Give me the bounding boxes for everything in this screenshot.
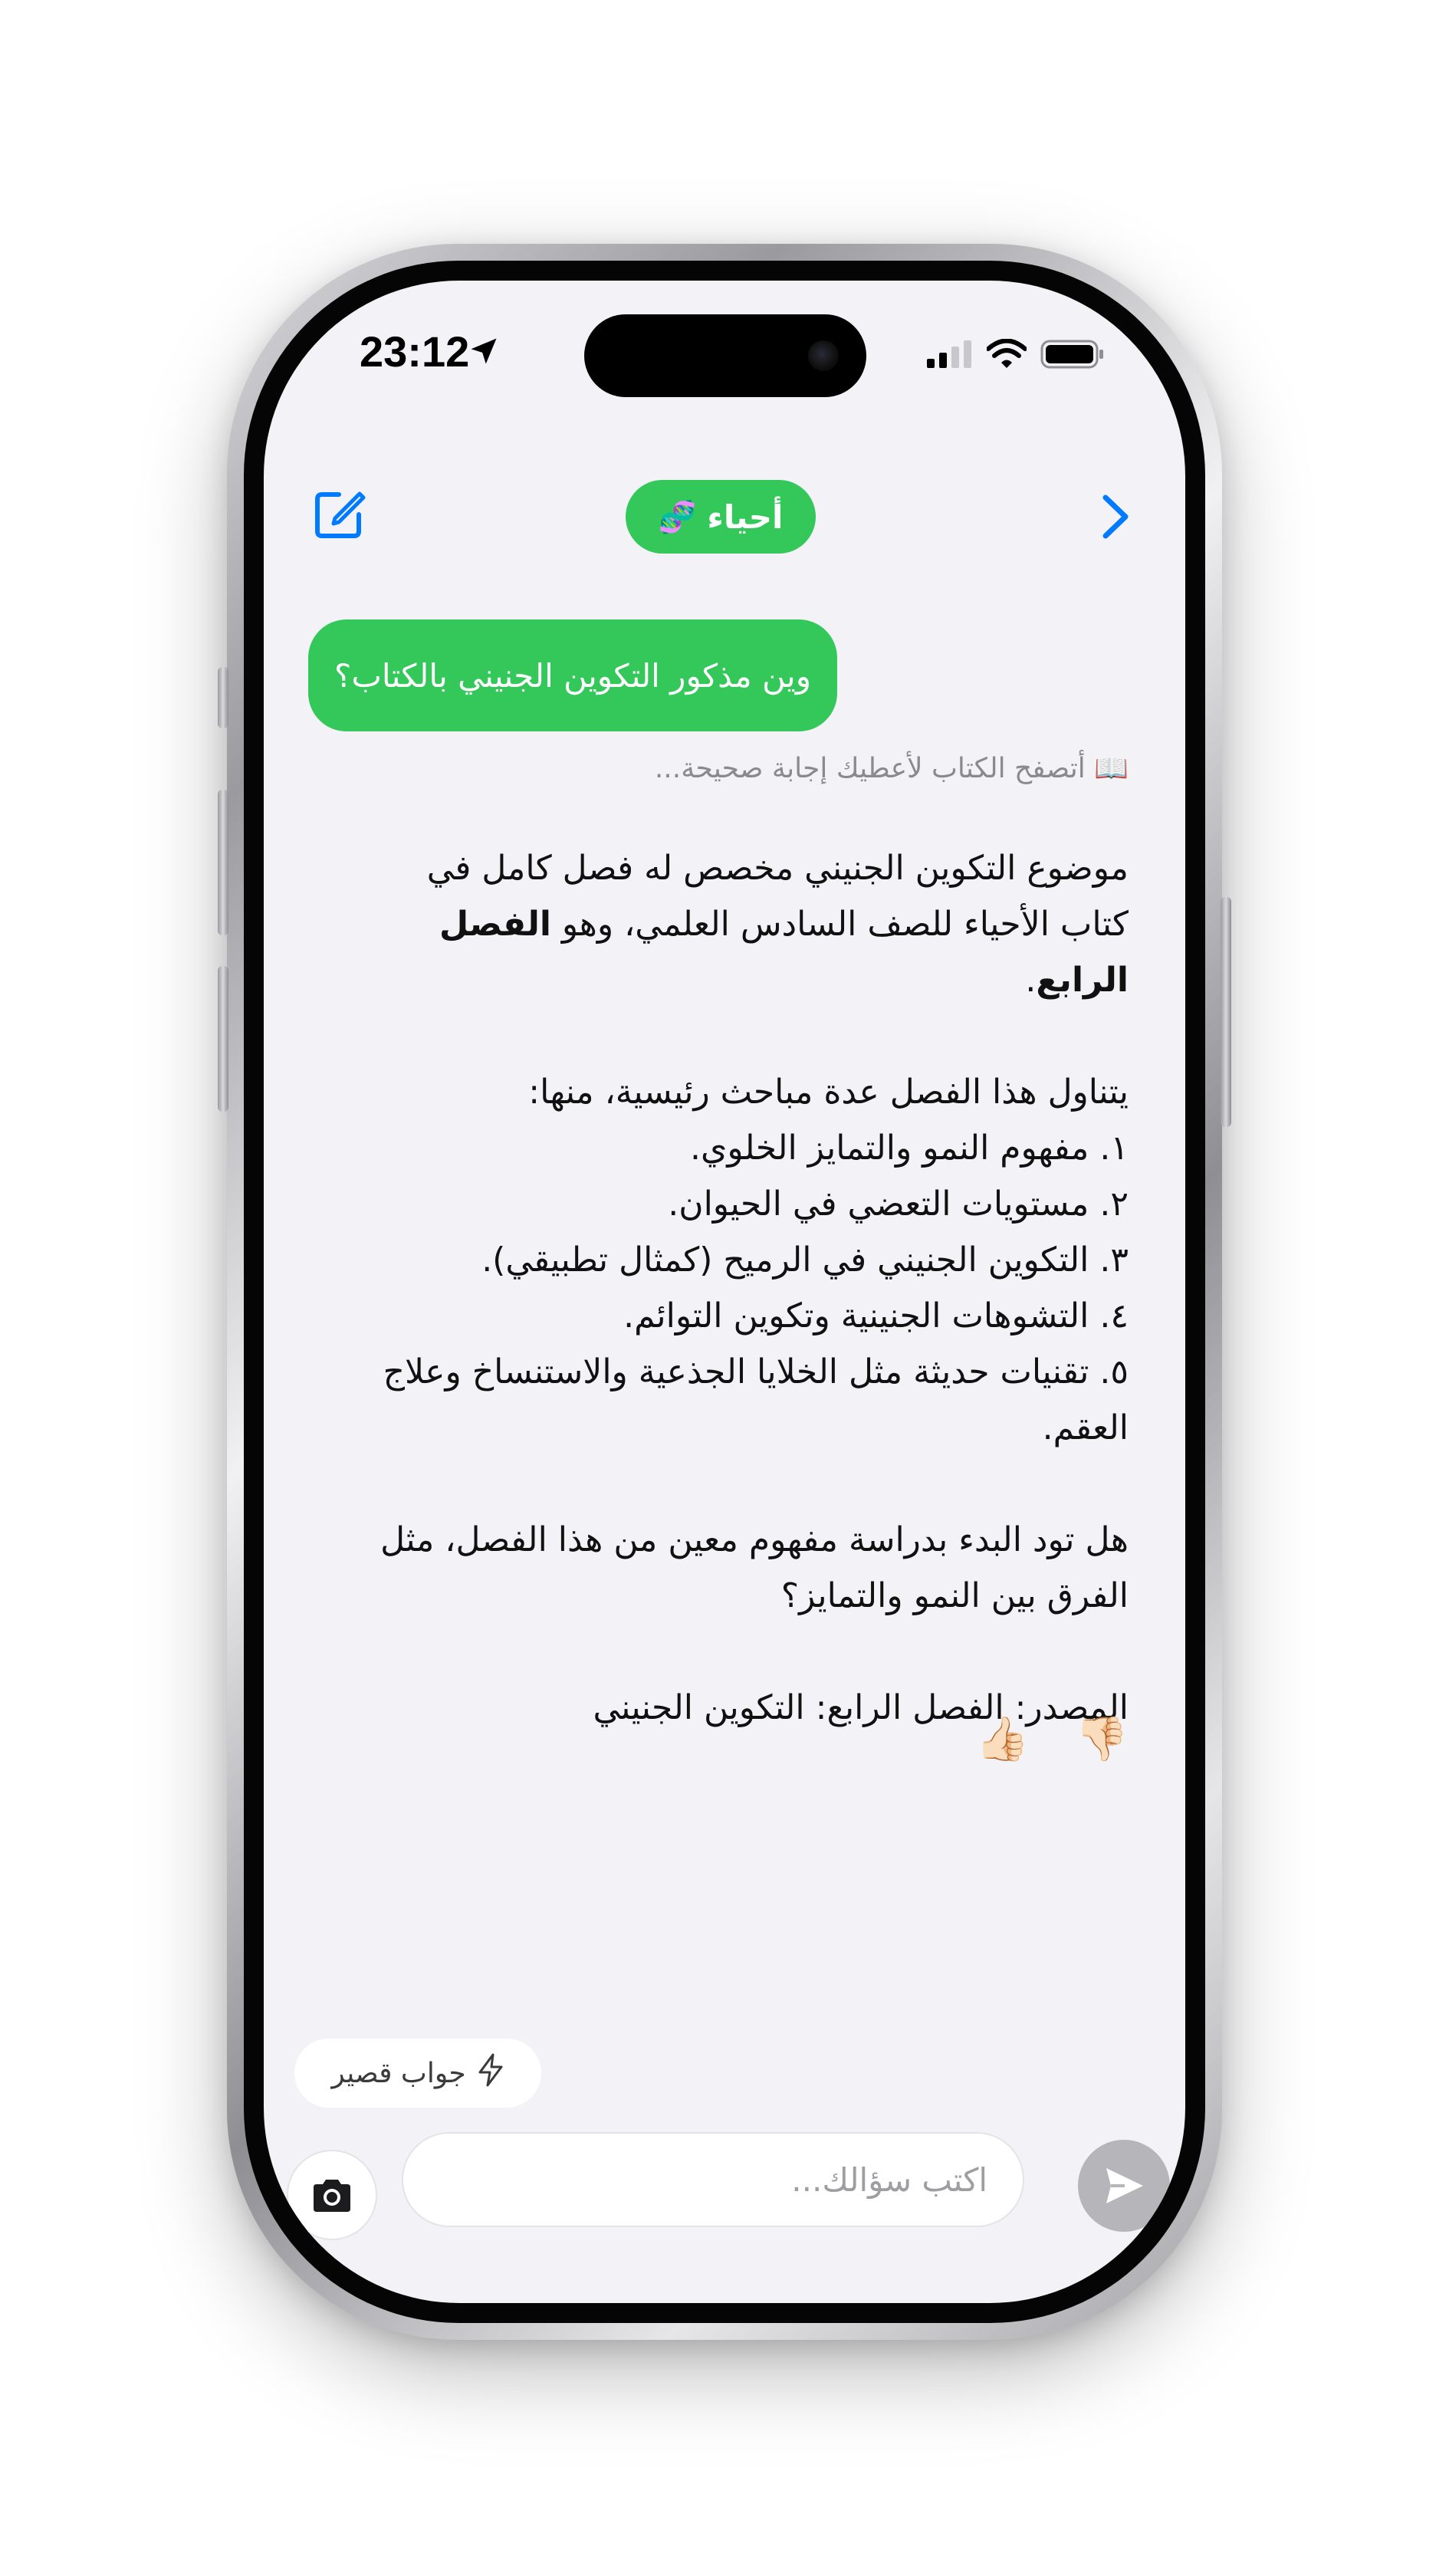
answer-topic-item: ٥. تقنيات حديثة مثل الخلايا الجذعية والاستنساخ وعلاج العقم.	[383, 1352, 1129, 1447]
answer-topic-item: ٣. التكوين الجنيني في الرميح (كمثال تطبيقي).	[481, 1240, 1129, 1280]
chat-header	[264, 461, 1185, 560]
assistant-message	[362, 840, 1129, 1736]
battery-icon	[1040, 339, 1105, 373]
new-chat-button[interactable]	[308, 484, 370, 545]
send-button[interactable]	[1078, 2140, 1170, 2232]
short-answer-label: جواب قصير	[331, 2057, 466, 2089]
cellular-signal-icon	[927, 340, 973, 371]
front-camera	[808, 340, 839, 371]
answer-intro-bold: الفصل الرابع	[439, 905, 1129, 1000]
status-bar	[264, 281, 1185, 434]
phone-screen	[264, 281, 1185, 2303]
answer-topics-intro: يتناول هذا الفصل عدة مباحث رئيسية، منها:	[528, 1073, 1129, 1112]
camera-button[interactable]	[287, 2150, 377, 2240]
action-button	[218, 667, 228, 728]
subject-selector[interactable]	[626, 480, 816, 554]
lightning-icon	[477, 2053, 504, 2094]
short-answer-chip[interactable]	[294, 2039, 541, 2108]
answer-question: هل تود البدء بدراسة مفهوم معين من هذا الفصل، مثل الفرق بين النمو والتمايز؟	[380, 1520, 1129, 1615]
volume-up-button	[218, 790, 228, 935]
user-message-text: وين مذكور التكوين الجنيني بالكتاب؟	[334, 656, 811, 695]
thumbs-up-icon[interactable]: 👍🏻	[975, 1714, 1030, 1764]
thumbs-down-icon[interactable]: 👎🏻	[1075, 1714, 1129, 1764]
answer-intro: موضوع التكوين الجنيني مخصص له فصل كامل في كتاب الأحياء للصف السادس العلمي، وهو الفصل الرابع.	[426, 849, 1129, 1000]
answer-topic-item: ٢. مستويات التعضي في الحيوان.	[668, 1184, 1129, 1224]
status-icons	[927, 339, 1105, 373]
volume-down-button	[218, 966, 228, 1112]
answer-topic-item: ١. مفهوم النمو والتمايز الخلوي.	[689, 1129, 1129, 1168]
compose-icon	[308, 484, 370, 545]
status-time: 23:12	[360, 327, 470, 376]
location-arrow-icon	[467, 334, 501, 371]
power-button	[1221, 897, 1231, 1127]
answer-source: المصدر: الفصل الرابع: التكوين الجنيني	[593, 1688, 1129, 1727]
subject-label: أحياء	[707, 498, 784, 536]
send-icon	[1100, 2162, 1148, 2210]
answer-topic-item: ٤. التشوهات الجنينية وتكوين التوائم.	[623, 1296, 1129, 1336]
chevron-right-icon	[1092, 490, 1138, 544]
dynamic-island	[584, 314, 866, 397]
question-input[interactable]	[402, 2132, 1024, 2227]
feedback-buttons	[976, 1713, 1129, 1766]
wifi-icon	[987, 339, 1027, 373]
forward-button[interactable]	[1092, 490, 1138, 544]
dna-icon: 🧬	[658, 499, 697, 535]
browsing-status: 📖 أتصفح الكتاب لأعطيك إجابة صحيحة...	[654, 753, 1129, 784]
user-message-bubble	[308, 619, 837, 731]
camera-icon	[310, 2177, 353, 2213]
